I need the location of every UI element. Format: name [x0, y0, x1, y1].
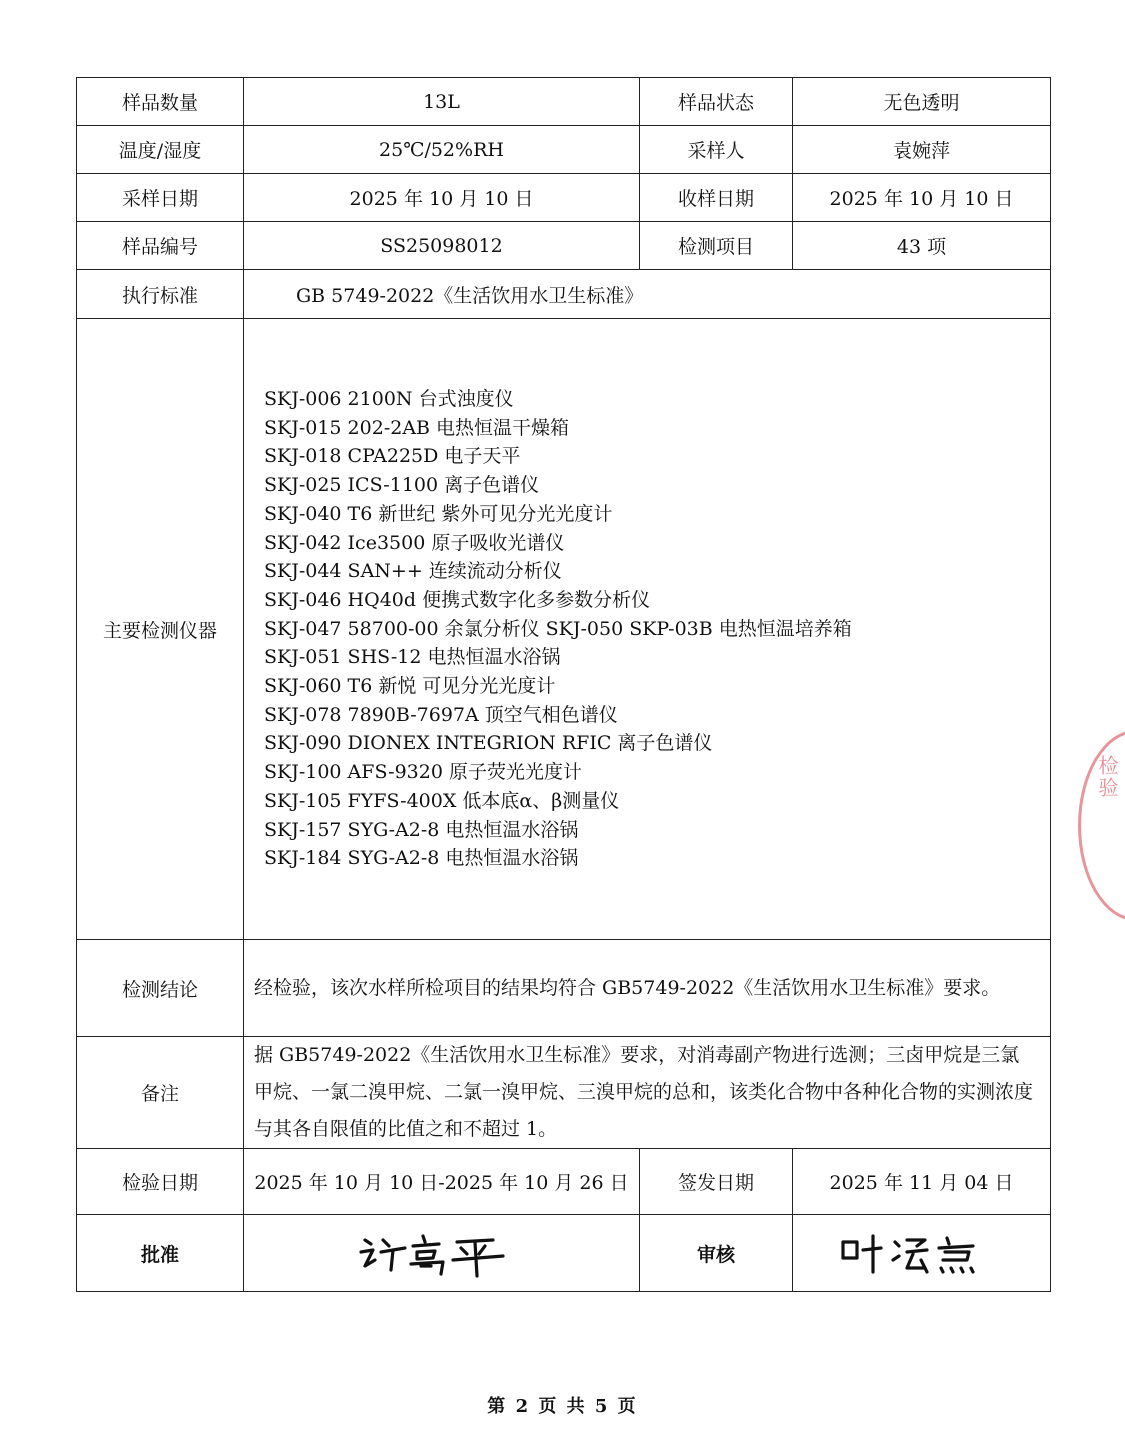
approver-signature: [244, 1215, 640, 1292]
sample-no-value: SS25098012: [244, 222, 640, 270]
instrument-line: SKJ-044 SAN++ 连续流动分析仪: [264, 560, 562, 583]
temp-value: 25℃/52%RH: [244, 126, 640, 174]
row-standard: [77, 270, 1051, 319]
row-conclusion: [77, 940, 1051, 1037]
sampler-value: 袁婉萍: [793, 126, 1051, 174]
test-date-label: 检验日期: [77, 1149, 244, 1215]
temp-label: 温度/湿度: [77, 126, 244, 174]
instrument-line: SKJ-018 CPA225D 电子天平: [264, 445, 521, 468]
official-stamp: [1078, 730, 1125, 921]
sample-qty-label: 样品数量: [77, 78, 244, 126]
instrument-line: SKJ-040 T6 新世纪 紫外可见分光光度计: [264, 502, 613, 525]
receive-date-label: 收样日期: [640, 174, 793, 222]
row-sample-qty: [77, 78, 1051, 126]
stamp-seal-text: 检验: [1095, 755, 1119, 799]
conclusion-text: 经检验，该次水样所检项目的结果均符合 GB5749-2022《生活饮用水卫生标准》要求。: [244, 940, 1051, 1037]
sample-state-value: 无色透明: [793, 78, 1051, 126]
row-remarks: [77, 1037, 1051, 1149]
sampler-label: 采样人: [640, 126, 793, 174]
reviewer-signature-image: [837, 1228, 1007, 1278]
instrument-line: SKJ-105 FYFS-400X 低本底α、β测量仪: [264, 789, 620, 812]
instrument-line: SKJ-078 7890B-7697A 顶空气相色谱仪: [264, 703, 618, 726]
instrument-line: SKJ-006 2100N 台式浊度仪: [264, 388, 514, 411]
standard-label: 执行标准: [77, 270, 244, 319]
items-value: 43 项: [793, 222, 1051, 270]
instrument-line: SKJ-047 58700-00 余氯分析仪 SKJ-050 SKP-03B 电热恒温培养箱: [264, 617, 852, 640]
instrument-line: SKJ-100 AFS-9320 原子荧光光度计: [264, 761, 582, 784]
instrument-line: SKJ-046 HQ40d 便携式数字化多参数分析仪: [264, 588, 651, 611]
instrument-line: SKJ-051 SHS-12 电热恒温水浴锅: [264, 646, 561, 669]
instrument-line: SKJ-184 SYG-A2-8 电热恒温水浴锅: [264, 847, 579, 870]
sampling-date-value: 2025 年 10 月 10 日: [244, 174, 640, 222]
items-label: 检测项目: [640, 222, 793, 270]
review-label: 审核: [640, 1215, 793, 1292]
instruments-list: [244, 319, 1051, 940]
reviewer-signature: [793, 1215, 1051, 1292]
instrument-line: SKJ-060 T6 新悦 可见分光光度计: [264, 675, 556, 698]
row-instruments: [77, 319, 1051, 940]
sample-state-label: 样品状态: [640, 78, 793, 126]
sample-qty-value: 13L: [244, 78, 640, 126]
approve-label: 批准: [77, 1215, 244, 1292]
sample-no-label: 样品编号: [77, 222, 244, 270]
conclusion-label: 检测结论: [77, 940, 244, 1037]
receive-date-value: 2025 年 10 月 10 日: [793, 174, 1051, 222]
instrument-line: SKJ-090 DIONEX INTEGRION RFIC 离子色谱仪: [264, 732, 713, 755]
issue-date-label: 签发日期: [640, 1149, 793, 1215]
remarks-text: 据 GB5749-2022《生活饮用水卫生标准》要求，对消毒副产物进行选测；三卤甲烷是三氯甲烷、一氯二溴甲烷、二氯一溴甲烷、三溴甲烷的总和，该类化合物中各种化合物的实测浓度与其各自限值的比值之和不超过 1。: [244, 1037, 1051, 1149]
instrument-line: SKJ-025 ICS-1100 离子色谱仪: [264, 474, 540, 497]
standard-value: GB 5749-2022《生活饮用水卫生标准》: [244, 270, 1051, 319]
row-approval: [77, 1215, 1051, 1292]
test-date-value: 2025 年 10 月 10 日-2025 年 10 月 26 日: [244, 1149, 640, 1215]
page-footer: 第 2 页 共 5 页: [487, 1396, 638, 1417]
issue-date-value: 2025 年 11 月 04 日: [793, 1149, 1051, 1215]
row-sampling-date: [77, 174, 1051, 222]
sampling-date-label: 采样日期: [77, 174, 244, 222]
remarks-label: 备注: [77, 1037, 244, 1149]
approver-signature-image: [357, 1228, 527, 1278]
row-temp: [77, 126, 1051, 174]
row-dates: [77, 1149, 1051, 1215]
instrument-line: SKJ-042 Ice3500 原子吸收光谱仪: [264, 531, 565, 554]
instrument-line: SKJ-015 202-2AB 电热恒温干燥箱: [264, 416, 570, 439]
row-sample-no: [77, 222, 1051, 270]
report-table: [76, 77, 1051, 1292]
instrument-line: SKJ-157 SYG-A2-8 电热恒温水浴锅: [264, 818, 579, 841]
instruments-label: 主要检测仪器: [77, 319, 244, 940]
